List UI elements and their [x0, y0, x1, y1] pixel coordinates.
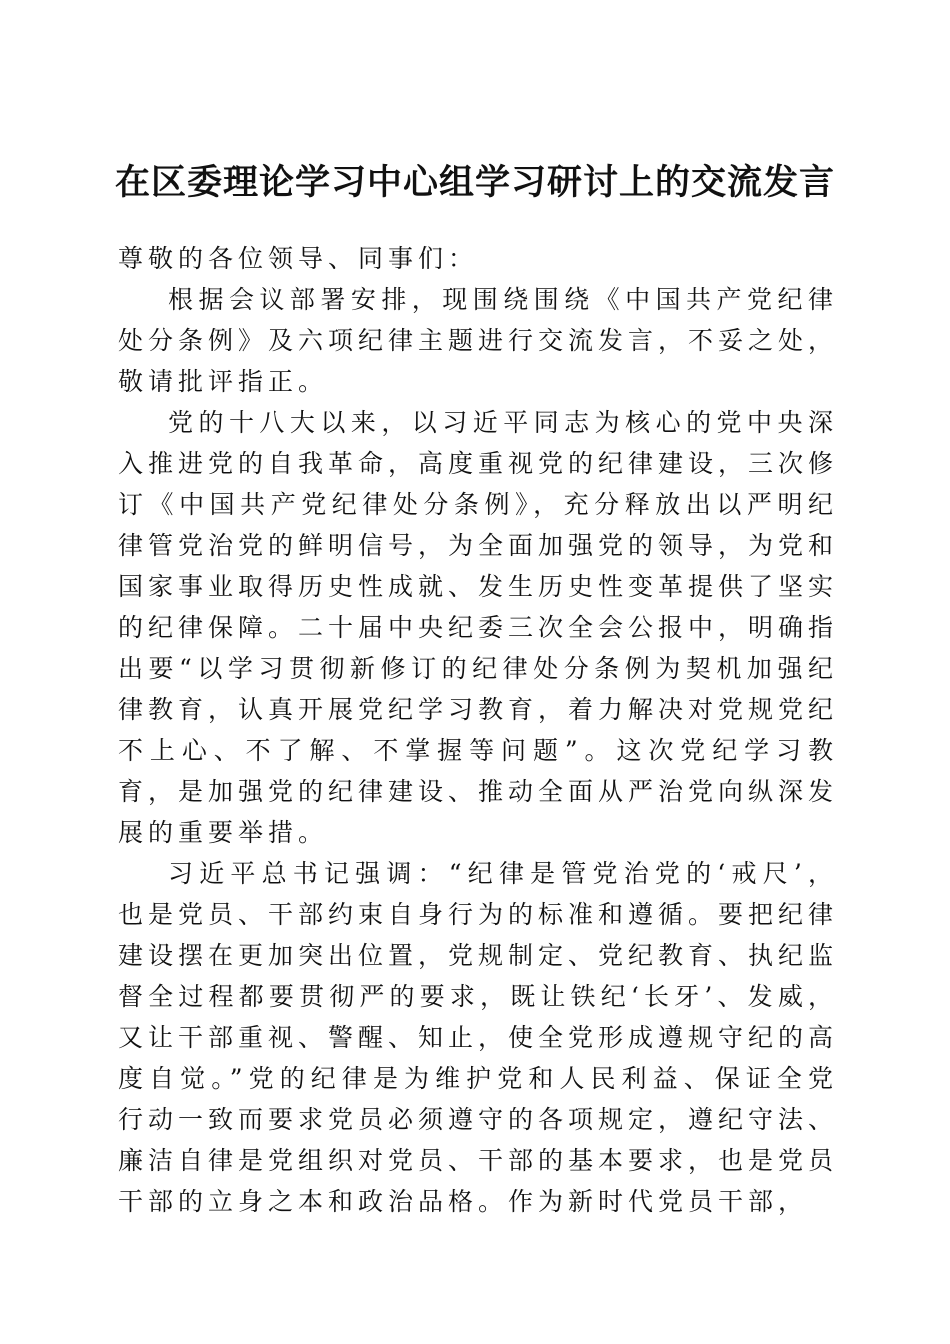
document-title: 在区委理论学习中心组学习研讨上的交流发言	[114, 162, 835, 204]
paragraph-3: 习近平总书记强调：“纪律是管党治党的‘戒尺’，也是党员、干部约束自身行为的标准和遵循。要把纪律建设摆在更加突出位置，党规制定、党纪教育、执纪监督全过程都要贯彻严的要求，既让铁纪‘长牙’、发威，又让干部重视、警醒、知止，使全党形成遵规守纪的高度自觉。”党的纪律是为维护党和人民利益、保证全党行动一致而要求党员必须遵守的各项规定，遵纪守法、廉洁自律是党组织对党员、干部的基本要求，也是党员干部的立身之本和政治品格。作为新时代党员干部，	[118, 859, 839, 1216]
salutation: 尊敬的各位领导、同事们：	[118, 244, 479, 273]
paragraph-2: 党的十八大以来，以习近平同志为核心的党中央深入推进党的自我革命，高度重视党的纪律建设，三次修订《中国共产党纪律处分条例》，充分释放出以严明纪律管党治党的鲜明信号，为全面加强党的领导，为党和国家事业取得历史性成就、发生历史性变革提供了坚实的纪律保障。二十届中央纪委三次全会公报中，明确指出要“以学习贯彻新修订的纪律处分条例为契机加强纪律教育，认真开展党纪学习教育，着力解决对党规党纪不上心、不了解、不掌握等问题”。这次党纪学习教育，是加强党的纪律建设、推动全面从严治党向纵深发展的重要举措。	[118, 408, 839, 847]
document-body	[118, 238, 838, 1222]
paragraph-1: 根据会议部署安排，现围绕围绕《中国共产党纪律处分条例》及六项纪律主题进行交流发言，不妥之处，敬请批评指正。	[118, 285, 839, 396]
